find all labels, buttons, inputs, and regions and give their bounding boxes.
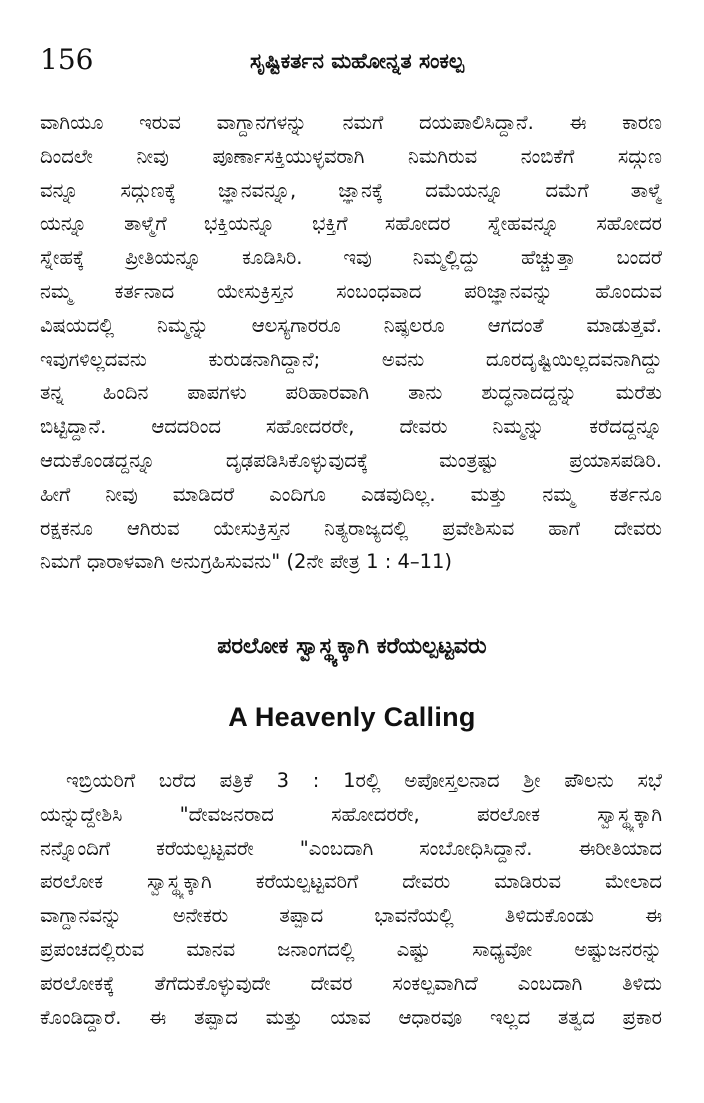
text-line: ಪರಲೋಕ ಸ್ವಾಸ್ಥ್ಯಕ್ಕಾಗಿ ಕರೆಯಲ್ಪಟ್ಟವರಿಗೆ ದೇವರು ಮಾಡಿರುವ ಮೇಲಾದ <box>40 870 662 894</box>
text-line: ಯನ್ನೂ ತಾಳ್ಮೆಗೆ ಭಕ್ತಿಯನ್ನೂ ಭಕ್ತಿಗೆ ಸಹೋದರ ಸ್ನೇಹವನ್ನೂ ಸಹೋದರ <box>40 212 662 236</box>
text-line: ನಮ್ಮ ಕರ್ತನಾದ ಯೇಸುಕ್ರಿಸ್ತನ ಸಂಬಂಧವಾದ ಪರಿಜ್ಞಾನವನ್ನು ಹೊಂದುವ <box>40 279 662 303</box>
text-line: ಇವುಗಳಿಲ್ಲದವನು ಕುರುಡನಾಗಿದ್ದಾನೆ; ಅವನು ದೂರದೃಷ್ಟಿಯಿಲ್ಲದವನಾಗಿದ್ದು <box>40 347 662 371</box>
text-line: ಪ್ರಪಂಚದಲ್ಲಿರುವ ಮಾನವ ಜನಾಂಗದಲ್ಲಿ ಎಷ್ಟು ಸಾಧ್ಯವೋ ಅಷ್ಟುಜನರನ್ನು <box>40 937 662 961</box>
text-line: ಪರಲೋಕಕ್ಕೆ ತೆಗೆದುಕೊಳ್ಳುವುದೇ ದೇವರ ಸಂಕಲ್ಪವಾಗಿದೆ ಎಂಬದಾಗಿ ತಿಳಿದು <box>40 971 662 995</box>
text-line: ದಿಂದಲೇ ನೀವು ಪೂರ್ಣಾಸಕ್ತಿಯುಳ್ಳವರಾಗಿ ನಿಮಗಿರುವ ನಂಬಿಕೆಗೆ ಸದ್ಗುಣ <box>40 144 662 168</box>
text-line: ನಿಮಗೆ ಧಾರಾಳವಾಗಿ ಅನುಗ್ರಹಿಸುವನು" (2ನೇ ಪೇತ್ರ 1 : 4–11) <box>40 550 453 574</box>
text-line: ವನ್ನೂ ಸದ್ಗುಣಕ್ಕೆ ಜ್ಞಾನವನ್ನೂ, ಜ್ಞಾನಕ್ಕೆ ದಮೆಯನ್ನೂ ದಮೆಗೆ ತಾಳ್ಮೆ <box>40 178 662 202</box>
paragraph-1 <box>40 106 662 579</box>
text-line: ಕೊಂಡಿದ್ದಾರೆ. ಈ ತಪ್ಪಾದ ಮತ್ತು ಯಾವ ಆಧಾರವೂ ಇಲ್ಲದ ತತ್ವದ ಪ್ರಕಾರ <box>40 1005 662 1029</box>
page-number: 156 <box>40 43 94 76</box>
text-line: ವಾಗಿಯೂ ಇರುವ ವಾಗ್ದಾನಗಳನ್ನು ನಮಗೆ ದಯಪಾಲಿಸಿದ್ದಾನೆ. ಈ ಕಾರಣ <box>40 111 662 134</box>
text-line: ರಕ್ಷಕನೂ ಆಗಿರುವ ಯೇಸುಕ್ರಿಸ್ತನ ನಿತ್ಯರಾಜ್ಯದಲ್ಲಿ ಪ್ರವೇಶಿಸುವ ಹಾಗೆ ದೇವರು <box>40 516 662 540</box>
section-heading-english: A Heavenly Calling <box>228 702 476 732</box>
text-line: ಬಿಟ್ಟಿದ್ದಾನೆ. ಆದದರಿಂದ ಸಹೋದರರೇ, ದೇವರು ನಿಮ್ಮನ್ನು ಕರೆದದ್ದನ್ನೂ <box>40 415 662 439</box>
text-line: ಸ್ನೇಹಕ್ಕೆ ಪ್ರೀತಿಯನ್ನೂ ಕೂಡಿಸಿರಿ. ಇವು ನಿಮ್ಮಲ್ಲಿದ್ದು ಹೆಚ್ಚುತ್ತಾ ಬಂದರೆ <box>40 246 662 270</box>
text-line: ಯನ್ನುದ್ದೇಶಿಸಿ "ದೇವಜನರಾದ ಸಹೋದರರೇ, ಪರಲೋಕ ಸ್ವಾಸ್ಥ್ಯಕ್ಕಾಗಿ <box>40 802 662 826</box>
text-line: ಆದುಕೊಂಡದ್ದನ್ನೂ ದೃಢಪಡಿಸಿಕೊಳ್ಳುವುದಕ್ಕೆ ಮಂತ್ರಷ್ಟು ಪ್ರಯಾಸಪಡಿರಿ. <box>40 448 662 472</box>
page-header <box>40 42 670 82</box>
text-line: ಹೀಗೆ ನೀವು ಮಾಡಿದರೆ ಎಂದಿಗೂ ಎಡವುದಿಲ್ಲ. ಮತ್ತು ನಮ್ಮ ಕರ್ತನೂ <box>40 482 662 506</box>
paragraph-2 <box>40 764 662 1034</box>
text-line: ವಾಗ್ದಾನವನ್ನು ಅನೇಕರು ತಪ್ಪಾದ ಭಾವನೆಯಲ್ಲಿ ತಿಳಿದುಕೊಂಡು ಈ <box>40 904 662 928</box>
text-line: ನನ್ನೊಂದಿಗೆ ಕರೆಯಲ್ಪಟ್ಟವರೇ "ಎಂಬದಾಗಿ ಸಂಬೋಧಿಸಿದ್ದಾನೆ. ಈರೀತಿಯಾದ <box>40 836 662 860</box>
section-heading-kannada: ಪರಲೋಕ ಸ್ವಾಸ್ಥ್ಯಕ್ಕಾಗಿ ಕರೆಯಲ್ಪಟ್ಟವರು <box>217 634 487 659</box>
text-line: ತನ್ನ ಹಿಂದಿನ ಪಾಪಗಳು ಪರಿಹಾರವಾಗಿ ತಾನು ಶುದ್ಧನಾದದ್ದನ್ನು ಮರೆತು <box>40 381 662 405</box>
running-head: ಸೃಷ್ಟಿಕರ್ತನ ಮಹೋನ್ನತ ಸಂಕಲ್ಪ <box>250 49 465 73</box>
text-line: ಇಬ್ರಿಯರಿಗೆ ಬರೆದ ಪತ್ರಿಕೆ 3 : 1ರಲ್ಲಿ ಅಪೋಸ್ತಲನಾದ ಶ್ರೀ ಪೌಲನು ಸಭೆ <box>66 769 662 792</box>
text-line: ವಿಷಯದಲ್ಲಿ ನಿಮ್ಮನ್ನು ಆಲಸ್ಯಗಾರರೂ ನಿಷ್ಫಲರೂ ಆಗದಂತೆ ಮಾಡುತ್ತವೆ. <box>40 313 662 337</box>
